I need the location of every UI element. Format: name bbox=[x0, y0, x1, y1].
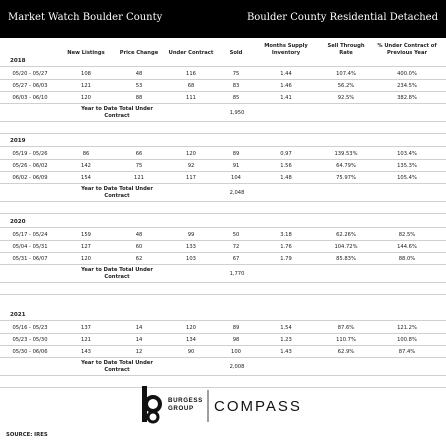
cell-new-listings: 159 bbox=[81, 232, 91, 238]
table-row bbox=[0, 148, 446, 159]
cell-pct-under-contract: 382.8% bbox=[397, 95, 417, 101]
col-price-change: Price Change bbox=[119, 50, 159, 56]
year-label: 2019 bbox=[10, 138, 26, 144]
cell-new-listings: 120 bbox=[81, 256, 91, 262]
cell-new-listings: 120 bbox=[81, 95, 91, 101]
cell-pct-under-contract: 87.4% bbox=[398, 349, 416, 355]
cell-period: 05/16 - 05/23 bbox=[12, 325, 48, 331]
table-row bbox=[0, 229, 446, 240]
cell-under-contract: 120 bbox=[186, 325, 196, 331]
cell-sell-through: 104.72% bbox=[334, 244, 358, 250]
cell-sold: 89 bbox=[232, 325, 240, 331]
cell-under-contract: 117 bbox=[186, 175, 196, 181]
ytd-value: 1,770 bbox=[229, 271, 245, 277]
cell-price-change: 14 bbox=[135, 325, 143, 331]
cell-sold: 50 bbox=[232, 232, 240, 238]
row-divider bbox=[0, 133, 446, 134]
ytd-value: 1,950 bbox=[229, 110, 245, 116]
cell-months-supply: 1.79 bbox=[280, 256, 292, 262]
cell-under-contract: 68 bbox=[187, 83, 195, 89]
cell-months-supply: 1.43 bbox=[280, 349, 292, 355]
cell-under-contract: 133 bbox=[186, 244, 196, 250]
cell-new-listings: 127 bbox=[81, 244, 91, 250]
table-row bbox=[0, 253, 446, 264]
col-months-supply-line2: Inventory bbox=[271, 49, 301, 56]
ytd-label-line2: Contract bbox=[104, 112, 130, 119]
ytd-label bbox=[58, 360, 176, 374]
cell-sold: 89 bbox=[232, 151, 240, 157]
table-row bbox=[0, 80, 446, 91]
row-divider bbox=[0, 121, 446, 122]
cell-under-contract: 103 bbox=[186, 256, 196, 262]
cell-price-change: 48 bbox=[135, 71, 143, 77]
ytd-value: 2,048 bbox=[229, 190, 245, 196]
table-row bbox=[0, 241, 446, 252]
cell-price-change: 12 bbox=[135, 349, 143, 355]
cell-price-change: 62 bbox=[135, 256, 143, 262]
cell-sold: 72 bbox=[232, 244, 240, 250]
cell-pct-under-contract: 144.6% bbox=[397, 244, 417, 250]
col-new-listings: New Listings bbox=[67, 50, 105, 56]
cell-sell-through: 75.97% bbox=[336, 175, 356, 181]
table-row bbox=[0, 334, 446, 345]
row-divider bbox=[0, 264, 446, 265]
report-header bbox=[0, 0, 446, 38]
cell-period: 05/31 - 06/07 bbox=[12, 256, 48, 262]
cell-period: 05/04 - 05/31 bbox=[12, 244, 48, 250]
table-row bbox=[0, 346, 446, 357]
cell-sell-through: 62.26% bbox=[336, 232, 356, 238]
cell-months-supply: 0.97 bbox=[280, 151, 292, 157]
cell-sell-through: 87.6% bbox=[337, 325, 355, 331]
logo-compass-wordmark: COMPASS bbox=[214, 398, 302, 415]
col-pct-line2: Previous Year bbox=[386, 49, 428, 56]
cell-months-supply: 1.48 bbox=[280, 175, 292, 181]
cell-sell-through: 56.2% bbox=[337, 83, 355, 89]
row-divider bbox=[0, 320, 446, 321]
ytd-label bbox=[58, 186, 176, 200]
cell-pct-under-contract: 400.0% bbox=[397, 71, 417, 77]
ytd-label-line1: Year to Date Total Under bbox=[81, 267, 153, 273]
cell-price-change: 66 bbox=[135, 151, 143, 157]
col-sell-through-line2: Rate bbox=[339, 49, 353, 56]
cell-period: 05/20 - 05/27 bbox=[12, 71, 48, 77]
cell-period: 05/26 - 06/02 bbox=[12, 163, 48, 169]
row-divider bbox=[0, 146, 446, 147]
cell-price-change: 60 bbox=[135, 244, 143, 250]
cell-sold: 83 bbox=[232, 83, 240, 89]
cell-pct-under-contract: 105.4% bbox=[397, 175, 417, 181]
cell-period: 06/03 - 06/10 bbox=[12, 95, 48, 101]
table-row bbox=[0, 68, 446, 79]
col-pct-under-contract bbox=[372, 43, 442, 56]
cell-sold: 98 bbox=[232, 337, 240, 343]
cell-price-change: 88 bbox=[135, 95, 143, 101]
ytd-label-line1: Year to Date Total Under bbox=[81, 186, 153, 192]
cell-pct-under-contract: 121.2% bbox=[397, 325, 417, 331]
row-divider bbox=[0, 183, 446, 184]
cell-under-contract: 99 bbox=[187, 232, 195, 238]
col-pct-line1: % Under Contract of bbox=[377, 43, 437, 49]
cell-price-change: 75 bbox=[135, 163, 143, 169]
cell-sell-through: 62.9% bbox=[337, 349, 355, 355]
cell-sell-through: 107.4% bbox=[336, 71, 356, 77]
ytd-value: 2,008 bbox=[229, 364, 245, 370]
cell-new-listings: 143 bbox=[81, 349, 91, 355]
col-months-supply-line1: Months Supply bbox=[264, 43, 308, 49]
ytd-label bbox=[58, 267, 176, 281]
row-divider bbox=[0, 227, 446, 228]
cell-sold: 85 bbox=[232, 95, 240, 101]
cell-sold: 100 bbox=[231, 349, 241, 355]
burgess-compass-logo bbox=[140, 384, 315, 426]
cell-under-contract: 111 bbox=[186, 95, 196, 101]
bg-monogram-icon bbox=[142, 386, 160, 422]
cell-sell-through: 85.83% bbox=[336, 256, 356, 262]
cell-under-contract: 134 bbox=[186, 337, 196, 343]
cell-sold: 104 bbox=[231, 175, 241, 181]
row-divider bbox=[0, 66, 446, 67]
table-row bbox=[0, 322, 446, 333]
cell-price-change: 53 bbox=[135, 83, 143, 89]
cell-months-supply: 1.23 bbox=[280, 337, 292, 343]
col-under-contract: Under Contract bbox=[168, 50, 214, 56]
column-headers bbox=[0, 40, 446, 60]
row-divider bbox=[0, 213, 446, 214]
cell-new-listings: 121 bbox=[81, 337, 91, 343]
cell-new-listings: 108 bbox=[81, 71, 91, 77]
source-note: SOURCE: IRES bbox=[6, 432, 48, 438]
cell-period: 06/02 - 06/09 bbox=[12, 175, 48, 181]
cell-months-supply: 3.18 bbox=[280, 232, 292, 238]
col-months-supply bbox=[256, 43, 316, 56]
col-sell-through-line1: Sell Through bbox=[327, 43, 365, 49]
cell-sold: 75 bbox=[232, 71, 240, 77]
cell-under-contract: 116 bbox=[186, 71, 196, 77]
cell-sell-through: 64.79% bbox=[336, 163, 356, 169]
cell-months-supply: 1.76 bbox=[280, 244, 292, 250]
cell-sold: 91 bbox=[232, 163, 240, 169]
row-divider bbox=[0, 103, 446, 104]
cell-period: 05/17 - 05/24 bbox=[12, 232, 48, 238]
cell-pct-under-contract: 100.8% bbox=[397, 337, 417, 343]
cell-under-contract: 120 bbox=[186, 151, 196, 157]
row-divider bbox=[0, 375, 446, 376]
cell-new-listings: 137 bbox=[81, 325, 91, 331]
ytd-label-line2: Contract bbox=[104, 273, 130, 280]
ytd-label-line2: Contract bbox=[104, 192, 130, 199]
cell-period: 05/23 - 05/30 bbox=[12, 337, 48, 343]
cell-sell-through: 139.53% bbox=[334, 151, 358, 157]
cell-under-contract: 90 bbox=[187, 349, 195, 355]
cell-pct-under-contract: 103.4% bbox=[397, 151, 417, 157]
cell-months-supply: 1.41 bbox=[280, 95, 292, 101]
col-sold: Sold bbox=[229, 50, 243, 56]
year-label: 2020 bbox=[10, 219, 26, 225]
cell-pct-under-contract: 135.3% bbox=[397, 163, 417, 169]
table-row bbox=[0, 172, 446, 183]
logo-group-line1: BURGESS bbox=[168, 397, 203, 404]
logo-group-line2: GROUP bbox=[168, 405, 194, 412]
cell-months-supply: 1.44 bbox=[280, 71, 292, 77]
col-sell-through bbox=[316, 43, 376, 56]
ytd-label bbox=[58, 106, 176, 120]
row-divider bbox=[0, 357, 446, 358]
header-left-title: Market Watch Boulder County bbox=[8, 12, 163, 23]
cell-under-contract: 92 bbox=[187, 163, 195, 169]
cell-sell-through: 110.7% bbox=[336, 337, 356, 343]
ytd-label-line1: Year to Date Total Under bbox=[81, 360, 153, 366]
table-row bbox=[0, 92, 446, 103]
row-divider bbox=[0, 282, 446, 283]
cell-new-listings: 86 bbox=[82, 151, 90, 157]
cell-sold: 67 bbox=[232, 256, 240, 262]
cell-period: 05/19 - 05/26 bbox=[12, 151, 48, 157]
header-right-title: Boulder County Residential Detached bbox=[246, 12, 438, 23]
cell-pct-under-contract: 234.5% bbox=[397, 83, 417, 89]
cell-pct-under-contract: 82.5% bbox=[398, 232, 416, 238]
row-divider bbox=[0, 294, 446, 295]
ytd-label-line1: Year to Date Total Under bbox=[81, 106, 153, 112]
cell-price-change: 121 bbox=[134, 175, 144, 181]
cell-price-change: 14 bbox=[135, 337, 143, 343]
row-divider bbox=[0, 201, 446, 202]
cell-period: 05/27 - 06/03 bbox=[12, 83, 48, 89]
year-label: 2018 bbox=[10, 58, 26, 64]
cell-period: 05/30 - 06/06 bbox=[12, 349, 48, 355]
cell-sell-through: 92.5% bbox=[337, 95, 355, 101]
cell-pct-under-contract: 88.0% bbox=[398, 256, 416, 262]
year-label: 2021 bbox=[10, 312, 26, 318]
cell-new-listings: 142 bbox=[81, 163, 91, 169]
cell-new-listings: 121 bbox=[81, 83, 91, 89]
cell-months-supply: 1.54 bbox=[280, 325, 292, 331]
cell-price-change: 48 bbox=[135, 232, 143, 238]
cell-new-listings: 154 bbox=[81, 175, 91, 181]
ytd-label-line2: Contract bbox=[104, 366, 130, 373]
cell-months-supply: 1.46 bbox=[280, 83, 292, 89]
table-row bbox=[0, 160, 446, 171]
cell-months-supply: 1.56 bbox=[280, 163, 292, 169]
